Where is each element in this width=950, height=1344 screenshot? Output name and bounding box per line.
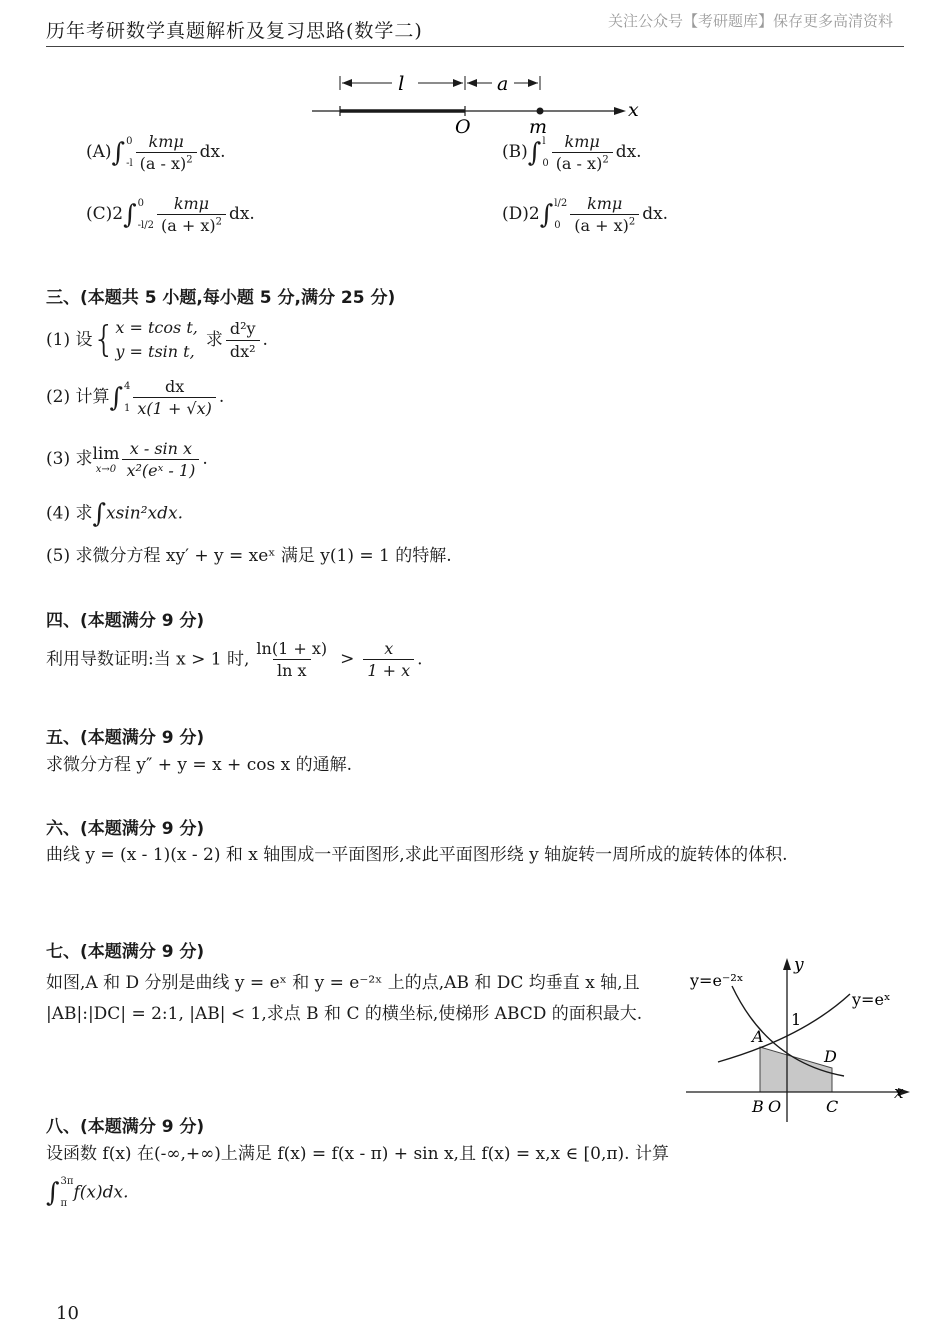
label-mass: m [529,116,548,138]
section-5-heading: 五、(本题满分 9 分) [46,728,205,748]
label-a: a [497,73,509,95]
label-D: D [824,1047,837,1066]
label-origin: O [455,116,471,138]
s7-body: 如图,A 和 D 分别是曲线 y = eˣ 和 y = e⁻²ˣ 上的点,AB 和 DC 均垂直 x 轴,且 |AB|:|DC| = 2:1, |AB| < 1,求点 B 和 C 的横坐标,使梯形 ABCD 的面积最大. [46,973,643,1024]
label-y-axis: y [794,955,804,975]
s3-q4: (4) 求 ∫ xsin²xdx. [46,499,184,529]
label-C: C [826,1097,839,1116]
option-a: (A) ∫ 0 -l $\frac{\text{kmμ}}{(a - x)^2}$ dx. [86,132,226,174]
number-line-figure [300,66,660,138]
header-title: 历年考研数学真题解析及复习思路(数学二) [46,20,423,42]
watermark: 关注公众号【考研题库】保存更多高清资料 [608,12,894,30]
label-one: 1 [791,1010,802,1029]
s7-graph [682,952,914,1124]
label-B: B [752,1097,764,1116]
label-x: x [628,99,639,121]
label-curve1: y=e⁻²ˣ [690,971,744,990]
option-c: (C)2 ∫ 0 -l/2 $\frac{\text{kmμ}}{(a + x)^2}$ dx. [86,194,255,236]
label-A: A [752,1027,764,1046]
header-rule [46,46,904,47]
option-b: (B) ∫ l 0 $\frac{\text{kmμ}}{(a - x)^2}$ dx. [502,132,642,174]
mass-point [537,108,544,115]
section-6-heading: 六、(本题满分 9 分) [46,819,205,839]
s6-body: 曲线 y = (x - 1)(x - 2) 和 x 轴围成一平面图形,求此平面图形绕 y 轴旋转一周所成的旋转体的体积. [46,845,788,865]
section-3-heading: 三、(本题共 5 小题,每小题 5 分,满分 25 分) [46,288,396,308]
section-8-heading: 八、(本题满分 9 分) [46,1117,205,1137]
label-curve2: y=eˣ [852,990,891,1009]
s8-integral: ∫ 3π π f(x)dx. [46,1176,129,1209]
s4-body: 利用导数证明:当 x > 1 时, $\frac{\ln(1 + x)}{\text{ln x}}$ > $\frac{x}{1 + x}$ . [46,639,423,681]
s3-q2: (2) 计算 ∫ 4 1 $\frac{dx}{x(1 + √x)}$ . [46,377,225,419]
page-number: 10 [56,1303,79,1324]
s3-q3: (3) 求 lim x→0 $\frac{\text{x - sin x}}{\text{x²(eˣ - 1)}}$ . [46,439,208,481]
s3-q1: (1) 设 { x = tcos t, y = tsin t, 求 $\frac{\text{d²y}}{\text{dx²}}$ . [46,318,268,361]
label-x-axis: x [894,1083,904,1103]
x-axis-arrow [614,107,626,115]
label-l: l [398,71,405,95]
option-d: (D)2 ∫ l/2 0 $\frac{\text{kmμ}}{(a + x)^2}$ dx. [502,194,669,236]
section-4-heading: 四、(本题满分 9 分) [46,611,205,631]
s8-body: 设函数 f(x) 在(-∞,+∞)上满足 f(x) = f(x - π) + sin x,且 f(x) = x,x ∈ [0,π). 计算 [46,1144,669,1164]
s3-q5: (5) 求微分方程 xy′ + y = xeˣ 满足 y(1) = 1 的特解. [46,546,452,566]
s5-body: 求微分方程 y″ + y = x + cos x 的通解. [46,755,352,775]
section-7-heading: 七、(本题满分 9 分) [46,942,205,962]
label-O: O [768,1097,782,1116]
